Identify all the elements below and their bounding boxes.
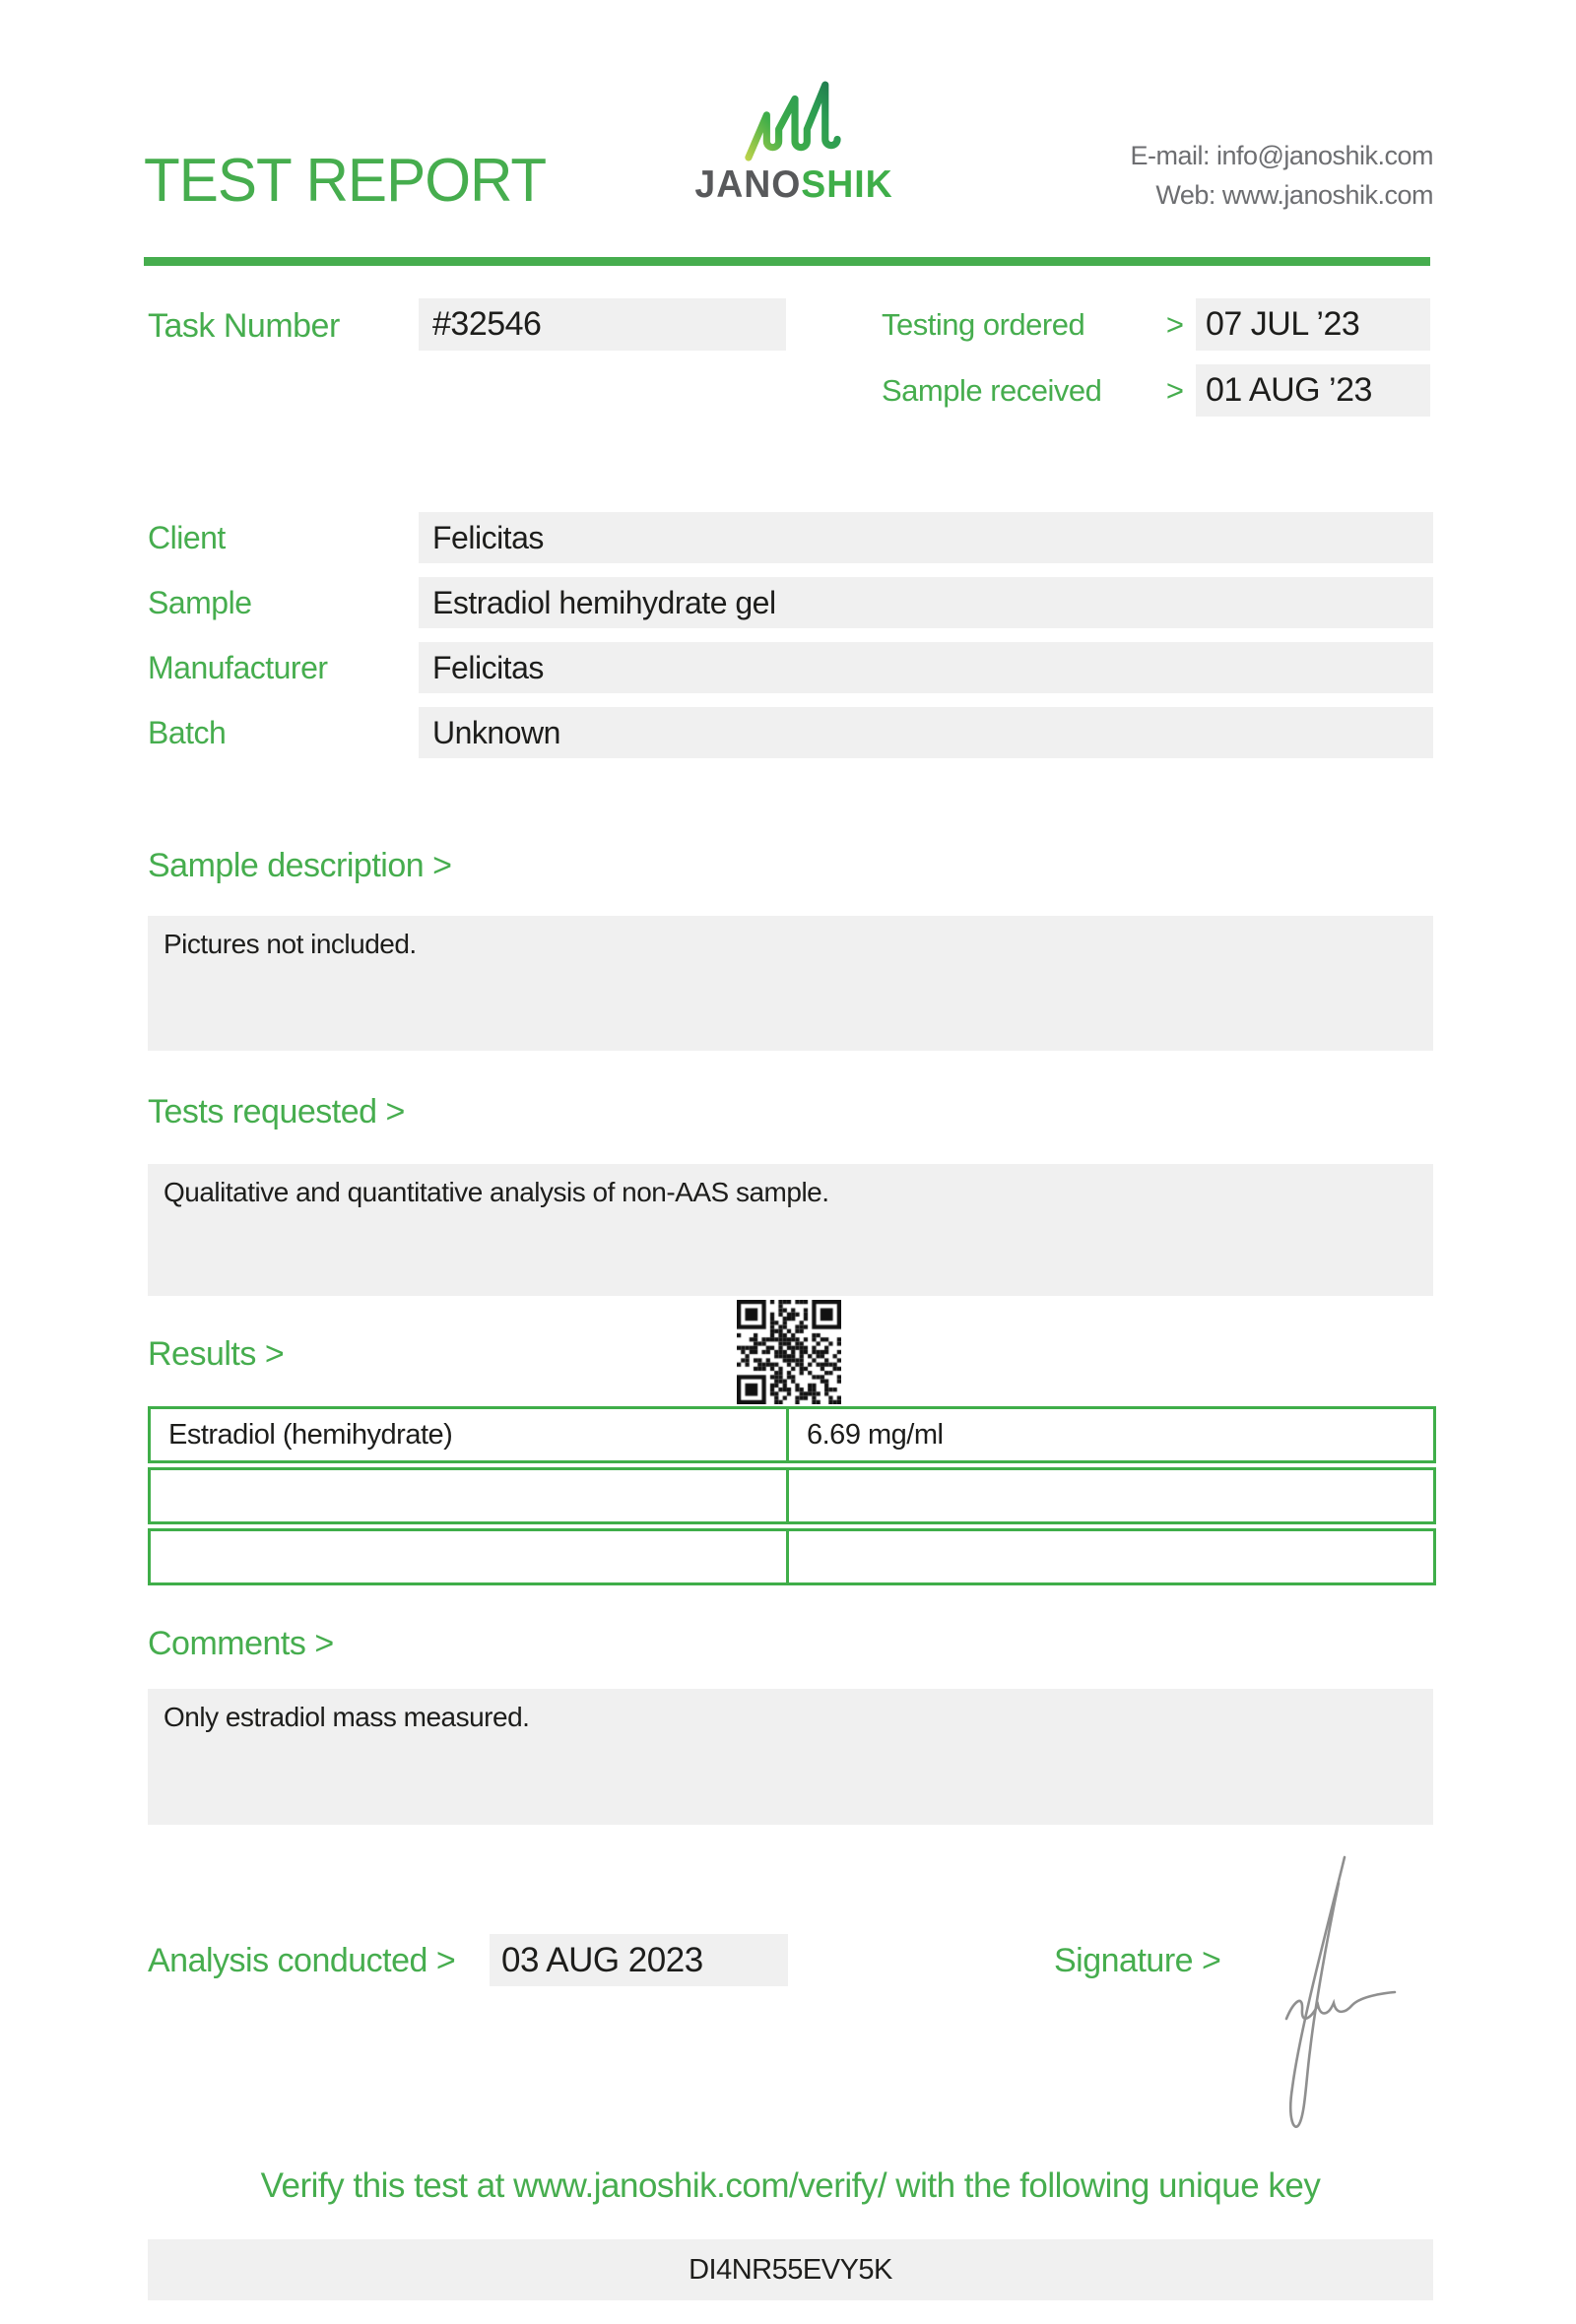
tests-requested-box: Qualitative and quantitative analysis of non-AAS sample. bbox=[148, 1164, 1433, 1296]
client-row bbox=[148, 512, 1433, 563]
client-label: Client bbox=[148, 519, 226, 555]
result-value-cell bbox=[786, 1528, 1436, 1585]
sample-row bbox=[148, 577, 1433, 628]
results-table bbox=[148, 1406, 1436, 1589]
sample-received-row bbox=[882, 364, 1430, 417]
sample-label: Sample bbox=[148, 584, 252, 620]
result-value-cell: 6.69 mg/ml bbox=[786, 1406, 1436, 1463]
comments-heading: Comments > bbox=[148, 1625, 334, 1662]
testing-ordered-label: Testing ordered bbox=[882, 306, 1085, 342]
testing-ordered-value: 07 JUL ’23 bbox=[1196, 298, 1430, 351]
sample-info-block bbox=[148, 512, 1433, 772]
batch-row bbox=[148, 707, 1433, 758]
contact-email: E-mail: info@janoshik.com bbox=[1130, 141, 1433, 170]
sample-received-value: 01 AUG ’23 bbox=[1196, 364, 1430, 417]
batch-value: Unknown bbox=[419, 707, 1433, 758]
table-row bbox=[148, 1528, 1436, 1585]
janoshik-logo bbox=[678, 79, 910, 207]
client-value: Felicitas bbox=[419, 512, 1433, 563]
chevron-right-icon: > bbox=[1165, 372, 1184, 408]
signature-image bbox=[1249, 1849, 1399, 2143]
chevron-right-icon: > bbox=[1165, 306, 1184, 342]
contact-info bbox=[1130, 136, 1433, 215]
sample-description-heading: Sample description > bbox=[148, 847, 452, 884]
chart-trend-icon bbox=[678, 79, 910, 161]
contact-web: Web: www.janoshik.com bbox=[1155, 180, 1433, 210]
page-title: TEST REPORT bbox=[144, 147, 547, 215]
task-number-label: Task Number bbox=[148, 307, 340, 345]
table-row bbox=[148, 1406, 1436, 1463]
verify-instruction: Verify this test at www.janoshik.com/verify/ with the following unique key bbox=[260, 2166, 1321, 2205]
comments-box: Only estradiol mass measured. bbox=[148, 1689, 1433, 1825]
manufacturer-row bbox=[148, 642, 1433, 693]
tests-requested-heading: Tests requested > bbox=[148, 1093, 405, 1130]
logo-text-jano: JANO bbox=[694, 163, 802, 206]
sample-description-box: Pictures not included. bbox=[148, 916, 1433, 1051]
sample-received-label: Sample received bbox=[882, 372, 1102, 408]
analysis-date-value: 03 AUG 2023 bbox=[490, 1934, 788, 1986]
header-divider bbox=[144, 257, 1430, 266]
batch-label: Batch bbox=[148, 714, 227, 750]
manufacturer-value: Felicitas bbox=[419, 642, 1433, 693]
dates-block bbox=[882, 298, 1430, 430]
result-name-cell: Estradiol (hemihydrate) bbox=[148, 1406, 789, 1463]
analysis-conducted-label: Analysis conducted > bbox=[148, 1942, 456, 1979]
result-name-cell bbox=[148, 1467, 789, 1524]
qr-code bbox=[737, 1300, 841, 1404]
logo-text-shik: SHIK bbox=[801, 163, 893, 206]
testing-ordered-row bbox=[882, 298, 1430, 351]
logo-wordmark bbox=[683, 163, 906, 207]
verify-key-value: DI4NR55EVY5K bbox=[148, 2239, 1433, 2300]
signature-label: Signature > bbox=[1054, 1942, 1221, 1979]
sample-value: Estradiol hemihydrate gel bbox=[419, 577, 1433, 628]
result-value-cell bbox=[786, 1467, 1436, 1524]
table-row bbox=[148, 1467, 1436, 1524]
task-number-value: #32546 bbox=[419, 298, 786, 351]
results-heading: Results > bbox=[148, 1335, 285, 1373]
result-name-cell bbox=[148, 1528, 789, 1585]
manufacturer-label: Manufacturer bbox=[148, 649, 328, 685]
